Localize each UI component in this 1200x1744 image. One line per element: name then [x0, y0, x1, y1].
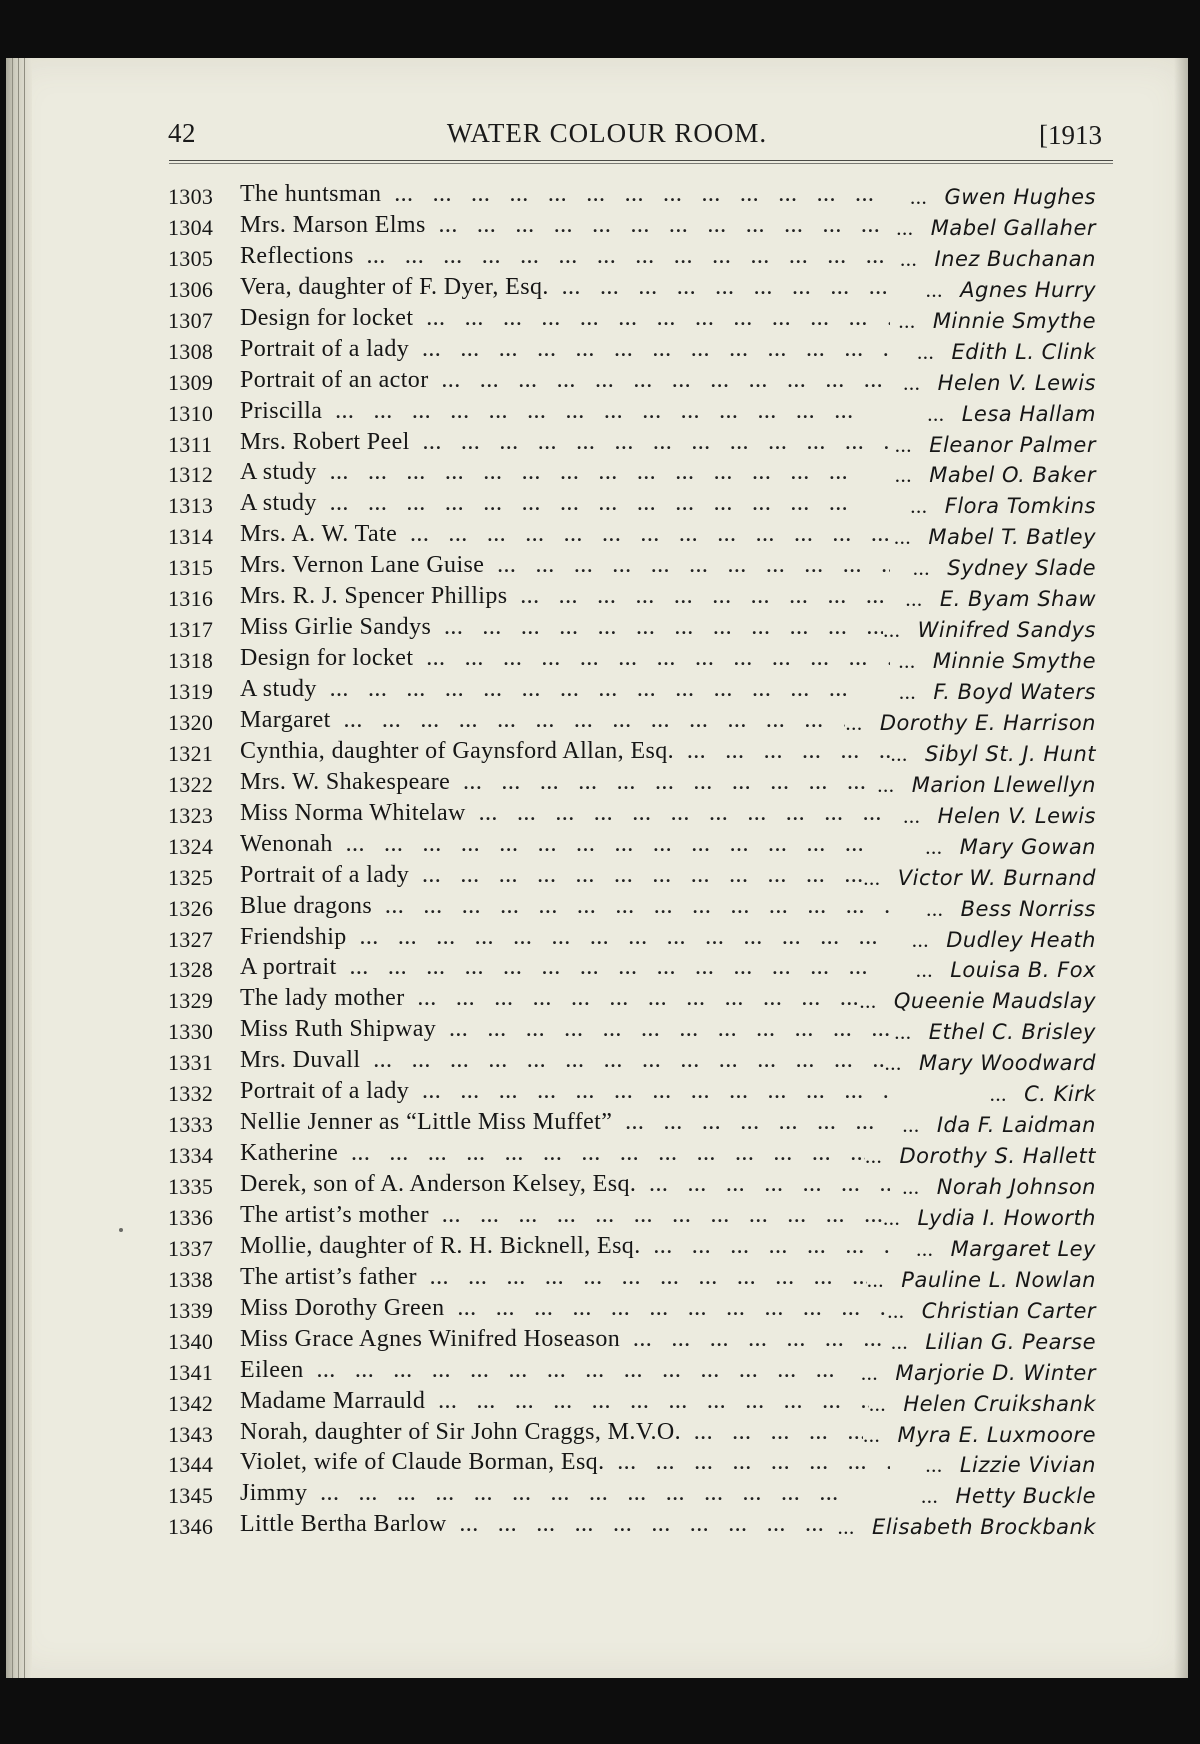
entry-title: A study ...	[240, 676, 890, 703]
entry-artist: ... Bess Norriss	[926, 897, 1096, 922]
entry-artist: ... Myra E. Luxmoore	[863, 1423, 1096, 1448]
entry-artist: ... Edith L. Clink	[917, 340, 1096, 365]
entry-artist: ... Flora Tomkins	[910, 494, 1096, 519]
entry-artist: ... Hetty Buckle	[921, 1484, 1096, 1509]
entry-artist: ... Minnie Smythe	[898, 649, 1096, 674]
entry-number: 1315	[168, 555, 214, 581]
catalogue-entry	[6, 1387, 1188, 1418]
catalogue-entry	[6, 1510, 1188, 1541]
entry-title: Design for locket ...	[240, 305, 890, 332]
entry-number: 1320	[168, 709, 214, 735]
entry-title: Portrait of an actor ...	[240, 367, 890, 394]
entry-title: Miss Girlie Sandys ...	[240, 614, 890, 641]
entry-artist: ... E. Byam Shaw	[905, 587, 1096, 612]
entry-title: Katherine ...	[240, 1140, 890, 1167]
entry-number: 1333	[168, 1112, 214, 1138]
entry-artist: ... Elisabeth Brockbank	[838, 1515, 1096, 1540]
ink-speck	[119, 1228, 123, 1232]
entry-title: Jimmy ...	[240, 1480, 890, 1507]
entry-number: 1331	[168, 1050, 214, 1076]
catalogue-entry	[6, 768, 1188, 799]
catalogue-entry	[6, 1479, 1188, 1510]
entry-artist: ... Helen V. Lewis	[903, 371, 1096, 396]
entry-artist: ... Sydney Slade	[913, 556, 1096, 581]
entry-title: A study ...	[240, 459, 890, 486]
entry-title: Mollie, daughter of R. H. Bicknell, Esq. ...	[240, 1233, 890, 1260]
catalogue-entry	[6, 304, 1188, 335]
entry-title: A portrait ...	[240, 954, 890, 981]
entry-number: 1309	[168, 369, 214, 395]
entry-artist: ... Mabel Gallaher	[896, 216, 1096, 241]
catalogue-entry	[6, 1325, 1188, 1356]
catalogue-entry	[6, 613, 1188, 644]
catalogue-entry	[6, 366, 1188, 397]
entry-artist: ... Norah Johnson	[902, 1175, 1096, 1200]
catalogue-entry	[6, 675, 1188, 706]
header-rule	[169, 160, 1113, 161]
entry-title: Cynthia, daughter of Gaynsford Allan, Esq. ...	[240, 738, 890, 765]
entry-title: Miss Norma Whitelaw ...	[240, 800, 890, 827]
entry-number: 1317	[168, 617, 214, 643]
entry-artist: ... Marion Llewellyn	[877, 773, 1096, 798]
entry-number: 1322	[168, 771, 214, 797]
entry-title: The lady mother ...	[240, 985, 890, 1012]
entry-number: 1330	[168, 1019, 214, 1045]
entry-artist: ... Dorothy E. Harrison	[845, 711, 1096, 736]
catalogue-entry	[6, 830, 1188, 861]
catalogue-entry	[6, 1077, 1188, 1108]
entry-artist: ... Mabel O. Baker	[895, 463, 1096, 488]
catalogue-entries	[6, 180, 1188, 1541]
catalogue-entry	[6, 1139, 1188, 1170]
entry-title: Miss Dorothy Green ...	[240, 1295, 890, 1322]
catalogue-entry	[6, 520, 1188, 551]
entry-title: Miss Grace Agnes Winifred Hoseason ...	[240, 1326, 890, 1353]
catalogue-entry	[6, 551, 1188, 582]
catalogue-entry	[6, 1418, 1188, 1449]
entry-title: Mrs. Duvall ...	[240, 1047, 890, 1074]
entry-title: Priscilla ...	[240, 398, 890, 425]
entry-artist: ... Minnie Smythe	[898, 309, 1096, 334]
entry-artist: ... Ida F. Laidman	[902, 1113, 1096, 1138]
catalogue-entry	[6, 1108, 1188, 1139]
entry-title: Eileen ...	[240, 1357, 890, 1384]
entry-artist: ... Agnes Hurry	[926, 278, 1096, 303]
entry-title: The huntsman ...	[240, 181, 890, 208]
entry-artist: ... Helen Cruikshank	[869, 1392, 1096, 1417]
catalogue-entry	[6, 953, 1188, 984]
entry-title: Portrait of a lady ...	[240, 1078, 890, 1105]
entry-number: 1325	[168, 864, 214, 890]
entry-number: 1337	[168, 1235, 214, 1261]
entry-number: 1342	[168, 1390, 214, 1416]
entry-number: 1327	[168, 926, 214, 952]
catalogue-entry	[6, 1263, 1188, 1294]
catalogue-entry	[6, 644, 1188, 675]
entry-title: Wenonah ...	[240, 831, 890, 858]
catalogue-entry	[6, 1015, 1188, 1046]
entry-title: Mrs. R. J. Spencer Phillips ...	[240, 583, 890, 610]
entry-title: Violet, wife of Claude Borman, Esq. ...	[240, 1449, 890, 1476]
entry-number: 1334	[168, 1143, 214, 1169]
entry-number: 1310	[168, 400, 214, 426]
entry-number: 1308	[168, 338, 214, 364]
entry-artist: ... Lizzie Vivian	[925, 1453, 1096, 1478]
entry-artist: ... Dudley Heath	[912, 928, 1096, 953]
entry-number: 1326	[168, 895, 214, 921]
catalogue-entry	[6, 1356, 1188, 1387]
entry-title: Friendship ...	[240, 924, 890, 951]
entry-number: 1335	[168, 1174, 214, 1199]
entry-title: Vera, daughter of F. Dyer, Esq. ...	[240, 274, 890, 301]
entry-artist: ... Mabel T. Batley	[894, 525, 1096, 550]
entry-number: 1346	[168, 1514, 214, 1540]
entry-number: 1324	[168, 833, 214, 859]
entry-artist: ... Helen V. Lewis	[903, 804, 1096, 829]
entry-title: Reflections ...	[240, 243, 890, 270]
catalogue-entry	[6, 180, 1188, 211]
entry-number: 1307	[168, 307, 214, 333]
entry-title: Mrs. W. Shakespeare ...	[240, 769, 890, 796]
entry-number: 1313	[168, 493, 214, 519]
catalogue-entry	[6, 892, 1188, 923]
header-rule	[169, 163, 1113, 164]
catalogue-entry	[6, 582, 1188, 613]
catalogue-entry	[6, 1170, 1188, 1201]
entry-number: 1316	[168, 586, 214, 612]
catalogue-entry	[6, 335, 1188, 366]
entry-number: 1332	[168, 1081, 214, 1107]
entry-title: Mrs. Robert Peel ...	[240, 429, 890, 456]
entry-artist: ... Louisa B. Fox	[916, 958, 1096, 983]
catalogue-entry	[6, 861, 1188, 892]
entry-title: The artist’s father ...	[240, 1264, 890, 1291]
entry-artist: ... Gwen Hughes	[910, 185, 1096, 210]
entry-artist: ... Eleanor Palmer	[895, 433, 1096, 458]
entry-artist: ... Inez Buchanan	[900, 247, 1096, 272]
catalogue-entry	[6, 706, 1188, 737]
entry-artist: ... Dorothy S. Hallett	[865, 1144, 1096, 1169]
catalogue-page	[6, 58, 1188, 1678]
entry-number: 1306	[168, 276, 214, 302]
entry-number: 1339	[168, 1297, 214, 1323]
entry-number: 1329	[168, 988, 214, 1014]
entry-artist: ... Christian Carter	[887, 1299, 1096, 1324]
entry-title: Mrs. Marson Elms ...	[240, 212, 890, 239]
catalogue-entry	[6, 1294, 1188, 1325]
catalogue-entry	[6, 428, 1188, 459]
page-number: 42	[168, 118, 196, 148]
entry-number: 1318	[168, 648, 214, 674]
catalogue-entry	[6, 1046, 1188, 1077]
catalogue-entry	[6, 242, 1188, 273]
running-title: WATER COLOUR ROOM.	[446, 118, 768, 148]
entry-title: Design for locket ...	[240, 645, 890, 672]
entry-artist: ... F. Boyd Waters	[899, 680, 1096, 705]
catalogue-entry	[6, 397, 1188, 428]
entry-title: Miss Ruth Shipway ...	[240, 1016, 890, 1043]
entry-artist: ... Queenie Maudslay	[859, 989, 1096, 1014]
entry-artist: ... Lydia I. Howorth	[883, 1206, 1096, 1231]
entry-number: 1338	[168, 1266, 214, 1292]
entry-title: Blue dragons ...	[240, 893, 890, 920]
page-header	[6, 118, 1188, 154]
entry-title: Portrait of a lady ...	[240, 336, 890, 363]
entry-artist: ... Victor W. Burnand	[863, 866, 1096, 891]
entry-title: Norah, daughter of Sir John Craggs, M.V.O. ...	[240, 1419, 890, 1446]
catalogue-entry	[6, 489, 1188, 520]
entry-artist: ... C. Kirk	[990, 1082, 1096, 1107]
catalogue-entry	[6, 458, 1188, 489]
year-mark: [1913	[1039, 120, 1102, 150]
entry-number: 1343	[168, 1421, 214, 1447]
entry-number: 1340	[168, 1328, 214, 1354]
entry-title: Derek, son of A. Anderson Kelsey, Esq. ...	[240, 1171, 890, 1198]
catalogue-entry	[6, 211, 1188, 242]
entry-artist: ... Marjorie D. Winter	[861, 1361, 1096, 1386]
entry-number: 1319	[168, 679, 214, 704]
catalogue-entry	[6, 923, 1188, 954]
entry-number: 1305	[168, 245, 214, 271]
entry-number: 1314	[168, 524, 214, 550]
entry-title: Madame Marrauld ...	[240, 1388, 890, 1415]
entry-title: Nellie Jenner as “Little Miss Muffet” ...	[240, 1109, 890, 1136]
entry-title: The artist’s mother ...	[240, 1202, 890, 1229]
catalogue-entry	[6, 1201, 1188, 1232]
catalogue-entry	[6, 273, 1188, 304]
entry-title: Margaret ...	[240, 707, 890, 734]
entry-number: 1341	[168, 1359, 214, 1385]
catalogue-entry	[6, 984, 1188, 1015]
entry-artist: ... Margaret Ley	[916, 1237, 1096, 1262]
catalogue-entry	[6, 737, 1188, 768]
entry-artist: ... Sibyl St. J. Hunt	[890, 742, 1096, 767]
entry-title: Mrs. Vernon Lane Guise ...	[240, 552, 890, 579]
entry-number: 1304	[168, 214, 214, 240]
entry-number: 1344	[168, 1452, 214, 1478]
entry-title: Little Bertha Barlow ...	[240, 1511, 890, 1538]
entry-artist: ... Ethel C. Brisley	[894, 1020, 1096, 1045]
catalogue-entry	[6, 1232, 1188, 1263]
catalogue-entry	[6, 1448, 1188, 1479]
catalogue-entry	[6, 799, 1188, 830]
entry-number: 1303	[168, 184, 214, 209]
entry-artist: ... Pauline L. Nowlan	[867, 1268, 1096, 1293]
entry-artist: ... Lilian G. Pearse	[891, 1330, 1096, 1355]
entry-number: 1312	[168, 462, 214, 488]
entry-title: Mrs. A. W. Tate ...	[240, 521, 890, 548]
entry-number: 1345	[168, 1483, 214, 1509]
entry-number: 1323	[168, 802, 214, 828]
entry-artist: ... Mary Gowan	[925, 835, 1096, 860]
entry-title: A study ...	[240, 490, 890, 517]
entry-title: Portrait of a lady ...	[240, 862, 890, 889]
entry-artist: ... Lesa Hallam	[927, 402, 1096, 427]
entry-number: 1336	[168, 1204, 214, 1230]
entry-number: 1311	[168, 431, 213, 457]
entry-artist: ... Mary Woodward	[884, 1051, 1096, 1076]
entry-number: 1321	[168, 740, 214, 766]
entry-number: 1328	[168, 957, 214, 983]
entry-artist: ... Winifred Sandys	[883, 618, 1096, 643]
